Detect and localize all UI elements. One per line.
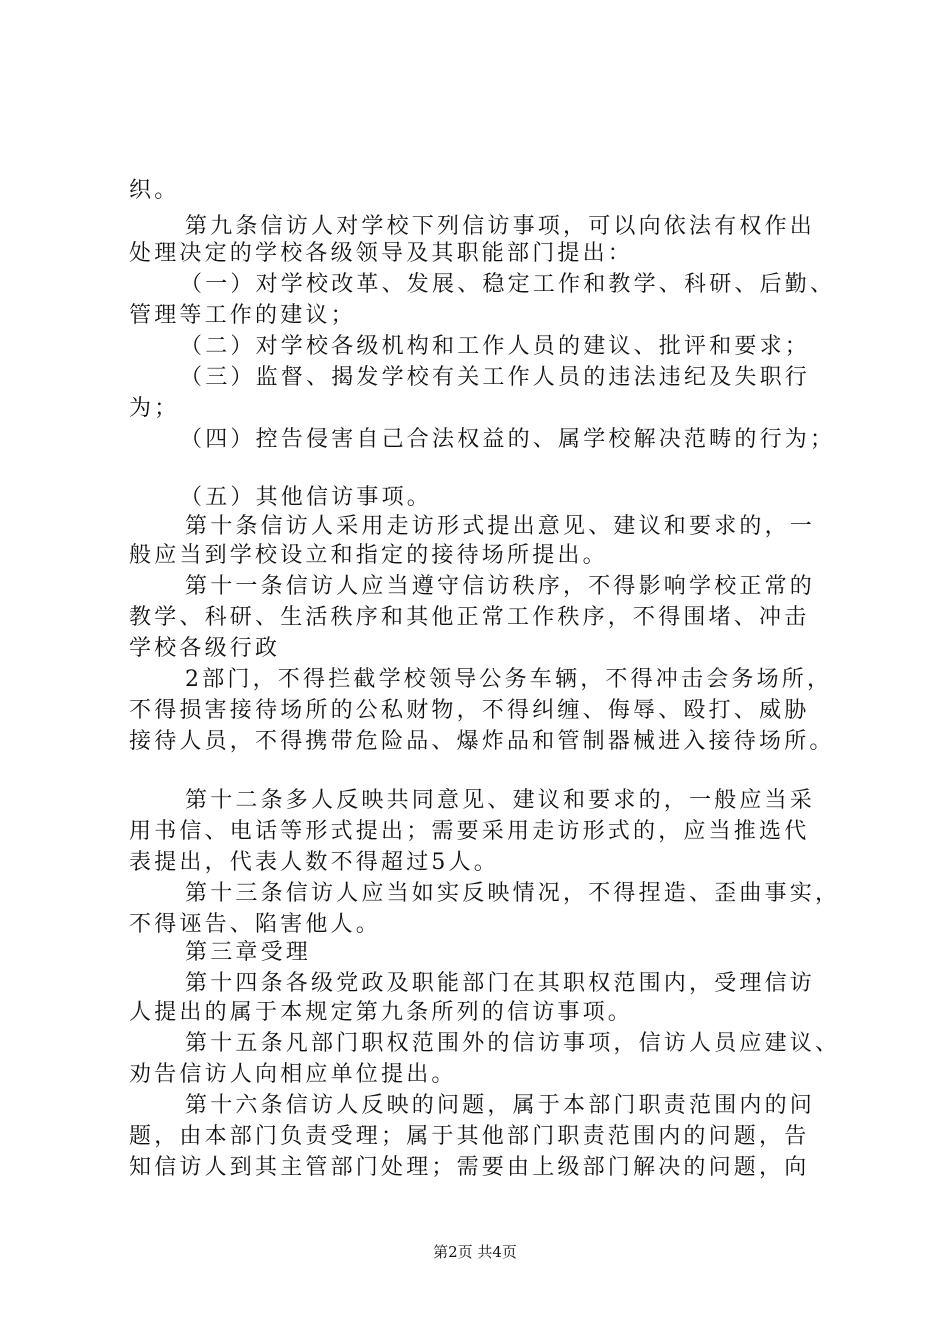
text-line: 接待人员，不得携带危险品、爆炸品和管制器械进入接待场所。	[129, 729, 835, 754]
chapter-heading: 第三章受理	[185, 940, 312, 965]
text-line: （一）对学校改革、发展、稳定工作和教学、科研、后勤、	[180, 272, 836, 297]
text-line: 第十四条各级党政及职能部门在其职权范围内，受理信访	[185, 971, 816, 996]
text-line: （二）对学校各级机构和工作人员的建议、批评和要求；	[180, 334, 811, 359]
text-line: 知信访人到其主管部门处理；需要由上级部门解决的问题，向	[129, 1155, 810, 1180]
text-line: 织。	[129, 178, 180, 203]
text-line: 用书信、电话等形式提出；需要采用走访形式的，应当推选代	[129, 819, 810, 844]
text-line: 学校各级行政	[129, 636, 281, 661]
text-line: 管理等工作的建议；	[129, 303, 356, 328]
text-line: 第十三条信访人应当如实反映情况，不得捏造、歪曲事实，	[185, 881, 841, 906]
text-line: 第十二条多人反映共同意见、建议和要求的，一般应当采	[185, 788, 816, 813]
text-line: 表提出，代表人数不得超过5人。	[129, 850, 499, 875]
text-line: 人提出的属于本规定第九条所列的信访事项。	[129, 1000, 634, 1025]
text-line: 不得损害接待场所的公私财物，不得纠缠、侮辱、殴打、威胁	[129, 698, 810, 723]
text-line: 教学、科研、生活秩序和其他正常工作秩序，不得围堵、冲击	[129, 605, 810, 630]
text-line: 第十一条信访人应当遵守信访秩序，不得影响学校正常的	[185, 574, 816, 599]
text-line: （四）控告侵害自己合法权益的、属学校解决范畴的行为；	[180, 427, 836, 452]
text-line: 不得诬告、陷害他人。	[129, 912, 382, 937]
text-line: 处理决定的学校各级领导及其职能部门提出：	[129, 241, 634, 266]
page-number-footer: 第2页 共4页	[433, 1243, 517, 1261]
text-line: 为；	[129, 396, 180, 421]
text-line: 题，由本部门负责受理；属于其他部门职责范围内的问题，告	[129, 1124, 810, 1149]
text-line: 2部门，不得拦截学校领导公务车辆，不得冲击会务场所，	[185, 667, 833, 692]
text-line: （五）其他信访事项。	[180, 485, 433, 510]
text-line: 第十五条凡部门职权范围外的信访事项，信访人员应建议、	[185, 1031, 841, 1056]
text-line: 劝告信访人向相应单位提出。	[129, 1062, 457, 1087]
text-line: （三）监督、揭发学校有关工作人员的违法违纪及失职行	[180, 365, 811, 390]
text-line: 第九条信访人对学校下列信访事项，可以向依法有权作出	[185, 214, 816, 239]
text-line: 第十六条信访人反映的问题，属于本部门职责范围内的问	[185, 1093, 816, 1118]
text-line: 第十条信访人采用走访形式提出意见、建议和要求的，一	[185, 514, 816, 539]
text-line: 般应当到学校设立和指定的接待场所提出。	[129, 543, 608, 568]
